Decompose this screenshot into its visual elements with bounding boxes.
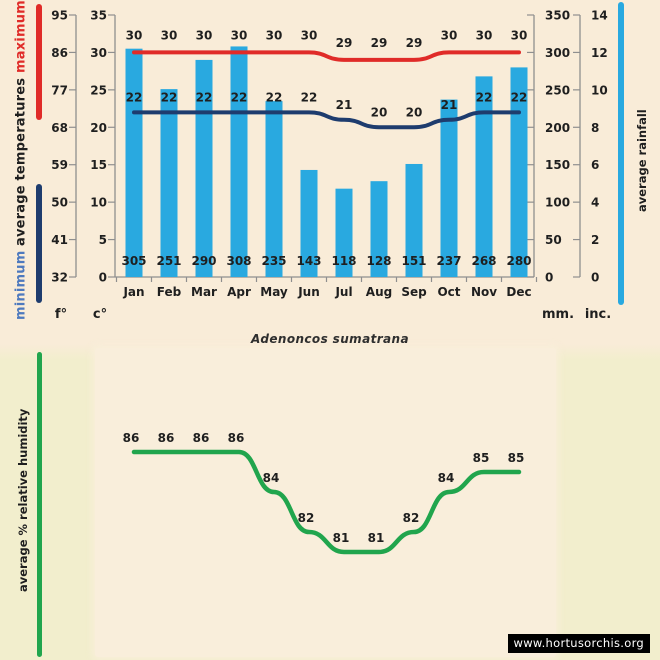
- fahrenheit-axis-tick-label: 50: [51, 195, 68, 210]
- fahrenheit-axis-tick-label: 77: [51, 83, 68, 98]
- fahrenheit-axis-tick-label: 95: [51, 8, 68, 23]
- rainfall-bar: [476, 76, 493, 277]
- min-temp-value: 22: [300, 90, 318, 105]
- inches-axis-tick-label: 4: [591, 195, 600, 210]
- month-label: Sep: [401, 285, 427, 299]
- min-temp-value: 20: [405, 105, 423, 120]
- celsius-axis-tick-label: 0: [98, 270, 107, 285]
- rainfall-bar: [266, 101, 283, 277]
- celsius-axis-tick-label: 30: [90, 45, 107, 60]
- max-temp-value: 30: [125, 28, 143, 43]
- rainfall-value: 118: [331, 254, 357, 268]
- month-label: Oct: [437, 285, 461, 299]
- month-label: Apr: [227, 285, 251, 299]
- max-temp-value: 30: [475, 28, 493, 43]
- mm-axis-tick-label: 50: [545, 233, 562, 248]
- rainfall-value: 308: [226, 254, 252, 268]
- rainfall-value: 305: [121, 254, 147, 268]
- month-label: Jun: [298, 285, 320, 299]
- month-label: Jan: [123, 285, 145, 299]
- rainfall-value: 268: [471, 254, 497, 268]
- rainfall-bar: [161, 89, 178, 277]
- mm-axis-tick-label: 350: [545, 8, 571, 23]
- min-temp-value: 20: [370, 105, 388, 120]
- mm-axis-tick-label: 0: [545, 270, 554, 285]
- min-temp-value: 22: [510, 90, 528, 105]
- humidity-value: 82: [297, 511, 315, 525]
- celsius-axis-tick-label: 25: [90, 83, 107, 98]
- rainfall-bar: [440, 97, 458, 277]
- min-temp-value: 21: [440, 97, 458, 112]
- humidity-value: 85: [507, 451, 525, 465]
- mm-axis-tick-label: 300: [545, 45, 571, 60]
- month-label: Feb: [156, 285, 182, 299]
- min-temp-value: 22: [195, 90, 213, 105]
- average-humidity-label: average % relative humidity: [16, 408, 30, 592]
- humidity-value: 86: [227, 431, 245, 445]
- min-temp-value: 22: [125, 90, 143, 105]
- humidity-chart: [0, 350, 660, 660]
- month-label: Dec: [506, 285, 532, 299]
- min-temp-value: 22: [475, 90, 493, 105]
- mm-axis-tick-label: 250: [545, 83, 571, 98]
- inches-axis-tick-label: 0: [591, 270, 600, 285]
- inches-axis-tick-label: 8: [591, 120, 600, 135]
- rainfall-value: 290: [191, 254, 217, 268]
- month-label: Jul: [335, 285, 353, 299]
- humidity-value: 86: [192, 431, 210, 445]
- max-temp-value: 29: [405, 35, 423, 50]
- max-temp-value: 30: [195, 28, 213, 43]
- rainfall-value: 128: [366, 254, 392, 268]
- celsius-axis-tick-label: 35: [90, 8, 107, 23]
- rainfall-value: 280: [506, 254, 532, 268]
- humidity-value: 86: [157, 431, 175, 445]
- rainfall-value: 151: [401, 254, 427, 268]
- mm-unit-label: mm.: [541, 307, 575, 322]
- rainfall-value: 235: [261, 254, 287, 268]
- max-temp-value: 29: [370, 35, 388, 50]
- humidity-value: 81: [367, 531, 385, 545]
- celsius-axis-tick-label: 20: [90, 120, 107, 135]
- maximum-label: maximum: [13, 0, 29, 73]
- humidity-value: 84: [262, 471, 280, 485]
- average-temperatures-label: average temperatures: [13, 77, 29, 246]
- watermark: www.hortusorchis.org: [508, 634, 650, 653]
- min-temp-value: 22: [230, 90, 248, 105]
- rainfall-value: 143: [296, 254, 322, 268]
- rainfall-bar: [126, 49, 143, 277]
- max-temp-value: 30: [160, 28, 178, 43]
- month-label: Aug: [365, 285, 393, 299]
- humidity-value: 85: [472, 451, 490, 465]
- inches-axis-tick-label: 2: [591, 233, 600, 248]
- humidity-line: [134, 452, 519, 552]
- min-temp-value: 22: [160, 90, 178, 105]
- inches-unit-label: inc.: [584, 307, 612, 322]
- min-temp-value: 21: [335, 97, 353, 112]
- fahrenheit-axis-tick-label: 32: [51, 270, 68, 285]
- minimum-label: minimum: [13, 250, 29, 321]
- inches-axis-tick-label: 10: [591, 83, 608, 98]
- max-temp-value: 30: [265, 28, 283, 43]
- celsius-axis-tick-label: 5: [98, 233, 107, 248]
- mm-axis-tick-label: 100: [545, 195, 571, 210]
- fahrenheit-unit-label: f°: [54, 307, 68, 322]
- humidity-value: 82: [402, 511, 420, 525]
- humidity-value: 81: [332, 531, 350, 545]
- humidity-value: 86: [122, 431, 140, 445]
- month-label: Nov: [470, 285, 498, 299]
- inches-axis-tick-label: 6: [591, 158, 600, 173]
- rainfall-value: 251: [156, 254, 182, 268]
- celsius-axis-tick-label: 15: [90, 158, 107, 173]
- min-temp-value: 22: [265, 90, 283, 105]
- max-temp-value: 30: [440, 28, 458, 43]
- max-temp-value: 29: [335, 35, 353, 50]
- species-title: Adenoncos sumatrana: [251, 332, 409, 346]
- fahrenheit-axis-tick-label: 59: [51, 158, 68, 173]
- mm-axis-tick-label: 150: [545, 158, 571, 173]
- month-label: Mar: [191, 285, 217, 299]
- celsius-axis-tick-label: 10: [90, 195, 107, 210]
- rainfall-value: 237: [436, 254, 462, 268]
- rainfall-bar: [231, 46, 248, 277]
- max-temp-value: 30: [510, 28, 528, 43]
- mm-axis-tick-label: 200: [545, 120, 571, 135]
- max-temp-value: 30: [230, 28, 248, 43]
- humidity-value: 84: [437, 471, 455, 485]
- max-temperature-line: [134, 52, 519, 59]
- average-rainfall-label: average rainfall: [635, 109, 649, 212]
- inches-axis-tick-label: 14: [591, 8, 608, 23]
- min-temperature-line: [134, 112, 519, 127]
- fahrenheit-axis-tick-label: 86: [51, 45, 68, 60]
- max-temp-value: 30: [300, 28, 318, 43]
- month-label: May: [260, 285, 288, 299]
- celsius-unit-label: c°: [92, 307, 108, 322]
- fahrenheit-axis-tick-label: 68: [51, 120, 68, 135]
- inches-axis-tick-label: 12: [591, 45, 608, 60]
- fahrenheit-axis-tick-label: 41: [51, 233, 68, 248]
